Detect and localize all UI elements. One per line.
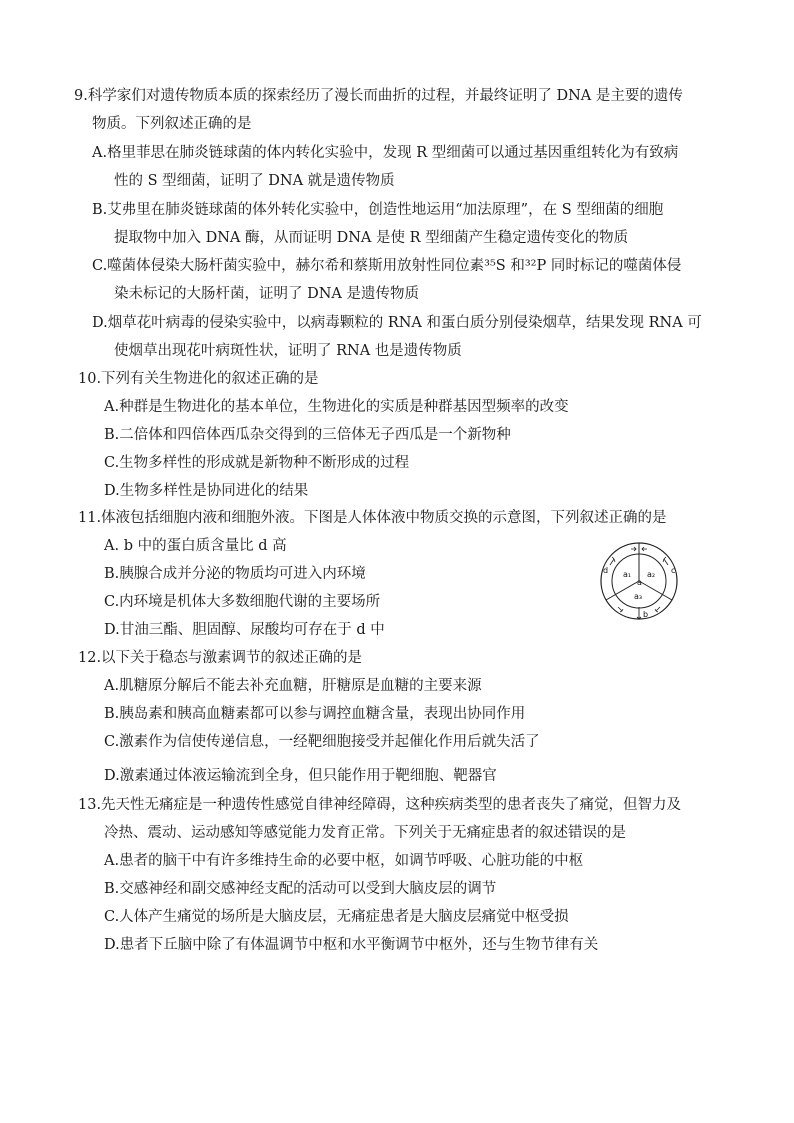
label-a3: a₃ — [634, 592, 643, 601]
arrow-to-b — [637, 607, 641, 619]
question-9-option-a-cont: 性的 S 型细菌，证明了 DNA 就是遗传物质 — [114, 173, 395, 189]
arrow-left-lower — [618, 607, 623, 612]
label-b: b — [643, 610, 649, 619]
question-9-stem: 9.科学家们对遗传物质本质的探索经历了漫长而曲折的过程，并最终证明了 DNA 是主要的遗传 — [74, 88, 683, 104]
question-12-option-c: C.激素作为信使传递信息，一经靶细胞接受并起催化作用后就失活了 — [104, 734, 540, 750]
arrow-left-upper — [610, 557, 615, 565]
question-13-stem-cont: 冷热、震动、运动感知等感觉能力发育正常。下列关于无痛症患者的叙述错误的是 — [104, 825, 626, 841]
question-13-option-c: C.人体产生痛觉的场所是大脑皮层，无痛症患者是大脑皮层痛觉中枢受损 — [104, 909, 569, 925]
divider-right — [639, 581, 672, 600]
question-11-option-a: A. b 中的蛋白质含量比 d 高 — [104, 538, 287, 554]
question-10-option-a: A.种群是生物进化的基本单位，生物进化的实质是种群基因型频率的改变 — [104, 399, 569, 415]
question-10-option-c: C.生物多样性的形成就是新物种不断形成的过程 — [104, 455, 410, 471]
label-a1: a₁ — [623, 570, 632, 579]
label-d: d — [603, 566, 609, 575]
arrow-right-upper — [663, 557, 668, 565]
question-13-option-b: B.交感神经和副交感神经支配的活动可以受到大脑皮层的调节 — [104, 881, 497, 897]
label-a2: a₂ — [647, 570, 656, 579]
question-11-option-d: D.甘油三酯、胆固醇、尿酸均可存在于 d 中 — [104, 622, 385, 638]
question-13-stem: 13.先天性无痛症是一种遗传性感觉自律神经障碍，这种疾病类型的患者丧失了痛觉，但智力及 — [78, 797, 682, 813]
question-12-option-d: D.激素通过体液运输流到全身，但只能作用于靶细胞、靶器官 — [104, 768, 497, 784]
question-10-stem: 10.下列有关生物进化的叙述正确的是 — [78, 371, 319, 387]
label-a: a — [637, 578, 642, 587]
label-c: c — [671, 566, 676, 575]
question-13-option-a: A.患者的脑干中有许多维持生命的必要中枢，如调节呼吸、心脏功能的中枢 — [104, 853, 584, 869]
question-11-option-b: B.胰腺合成并分泌的物质均可进入内环境 — [104, 566, 366, 582]
body-fluid-diagram-svg — [598, 537, 680, 625]
question-12-stem: 12.以下关于稳态与激素调节的叙述正确的是 — [78, 650, 363, 666]
question-9-option-b: B.艾弗里在肺炎链球菌的体外转化实验中，创造性地运用“加法原理”，在 S 型细菌的细胞 — [92, 202, 664, 218]
question-9-option-b-cont: 提取物中加入 DNA 酶，从而证明 DNA 是使 R 型细菌产生稳定遗传变化的物质 — [114, 230, 629, 246]
question-9-option-c-cont: 染未标记的大肠杆菌，证明了 DNA 是遗传物质 — [114, 286, 420, 302]
body-fluid-exchange-diagram — [598, 537, 680, 625]
arrow-right-lower — [655, 607, 660, 612]
question-9-option-d-cont: 使烟草出现花叶病斑性状，证明了 RNA 也是遗传物质 — [114, 343, 462, 359]
arrow-top-left — [631, 547, 636, 551]
question-9-stem-cont: 物质。下列叙述正确的是 — [92, 116, 252, 132]
question-9-option-a: A.格里菲思在肺炎链球菌的体内转化实验中，发现 R 型细菌可以通过基因重组转化为有致病 — [92, 145, 679, 161]
question-10-option-b: B.二倍体和四倍体西瓜杂交得到的三倍体无子西瓜是一个新物种 — [104, 427, 511, 443]
question-9-option-c: C.噬菌体侵染大肠杆菌实验中，赫尔希和蔡斯用放射性同位素³⁵S 和³²P 同时标记的噬菌体侵 — [92, 258, 682, 274]
arrow-top-right — [642, 547, 647, 551]
question-12-option-a: A.肌糖原分解后不能去补充血糖，肝糖原是血糖的主要来源 — [104, 678, 482, 694]
question-11-option-c: C.内环境是机体大多数细胞代谢的主要场所 — [104, 594, 381, 610]
question-11-stem: 11.体液包括细胞内液和细胞外液。下图是人体体液中物质交换的示意图，下列叙述正确的是 — [78, 510, 667, 526]
question-10-option-d: D.生物多样性是协同进化的结果 — [104, 483, 309, 499]
question-13-option-d: D.患者下丘脑中除了有体温调节中枢和水平衡调节中枢外，还与生物节律有关 — [104, 937, 599, 953]
question-9-option-d: D.烟草花叶病毒的侵染实验中，以病毒颗粒的 RNA 和蛋白质分别侵染烟草，结果发现 RNA 可 — [92, 315, 702, 331]
question-12-option-b: B.胰岛素和胰高血糖素都可以参与调控血糖含量，表现出协同作用 — [104, 706, 526, 722]
